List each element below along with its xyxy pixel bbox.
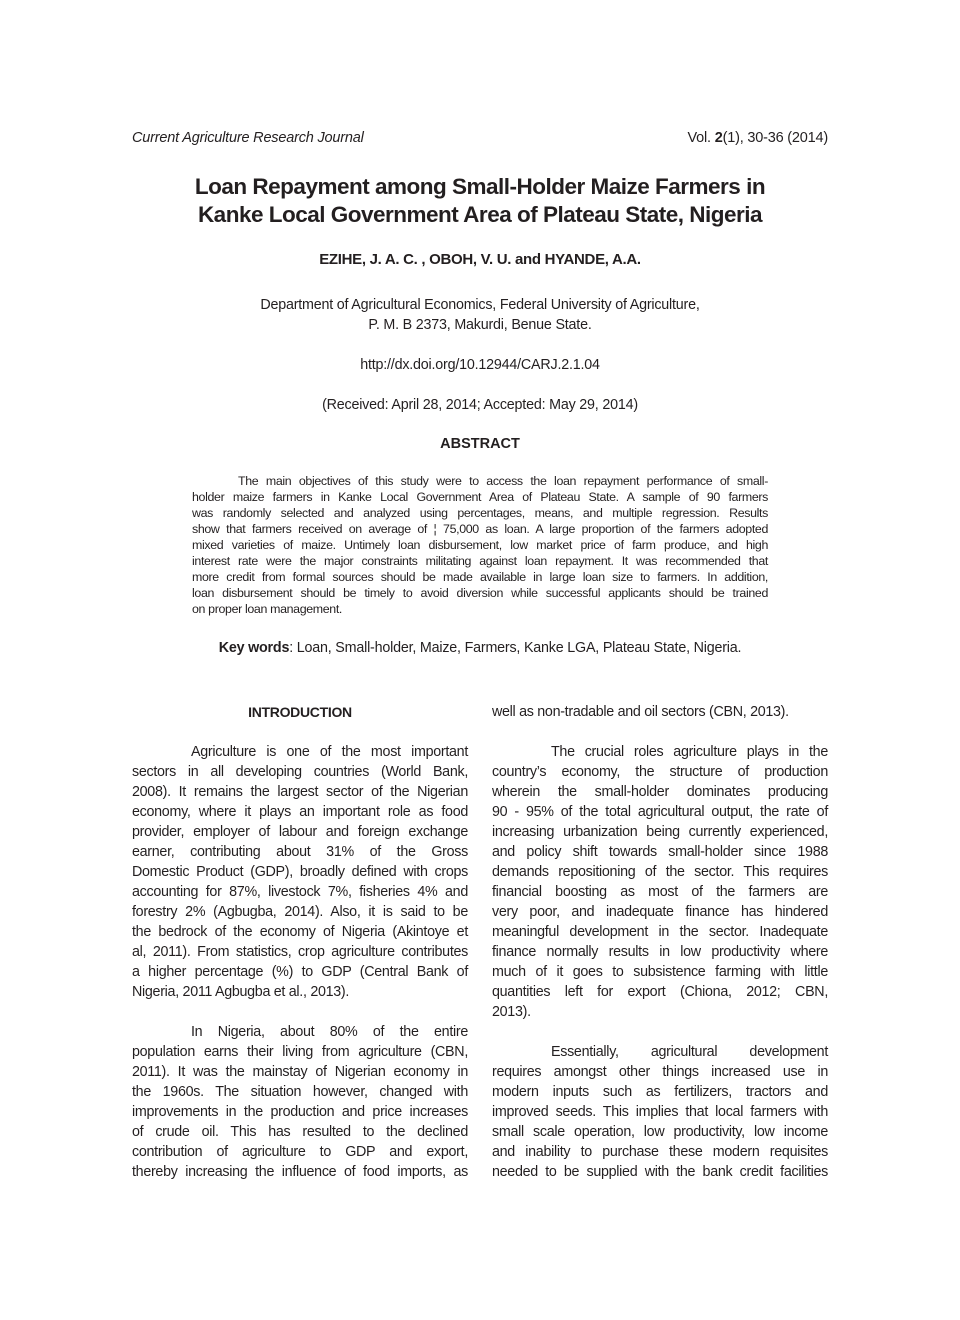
text-line: thereby increasing the influence of food imports, as bbox=[132, 1164, 468, 1180]
text-line: much of it goes to subsistence farming with little bbox=[492, 964, 828, 980]
section-heading-introduction: INTRODUCTION bbox=[248, 704, 352, 720]
text-line: financial boosting as most of the farmers are bbox=[492, 884, 828, 900]
text-line: Nigeria, 2011 Agbugba et al., 2013). bbox=[132, 984, 350, 1000]
text-line: was randomly selected and analyzed using percentages, means, and multiple regression. Results bbox=[192, 506, 768, 520]
text-line: needed to be supplied with the bank credit facilities bbox=[492, 1164, 828, 1180]
text-line: improvements in the production and price increases bbox=[132, 1104, 468, 1120]
text-line: interest rate were the major constraints militating against loan repayment. It was recommended that bbox=[192, 554, 768, 568]
doi-link[interactable]: http://dx.doi.org/10.12944/CARJ.2.1.04 bbox=[360, 357, 600, 373]
text-line: demands repositioning of the sector. This requires bbox=[492, 864, 828, 880]
text-line: improved seeds. This implies that local farmers with bbox=[492, 1104, 828, 1120]
text-line: In Nigeria, about 80% of the entire bbox=[191, 1024, 468, 1040]
received-dates: (Received: April 28, 2014; Accepted: May 29, 2014) bbox=[322, 397, 638, 413]
journal-name: Current Agriculture Research Journal bbox=[132, 130, 364, 146]
affiliation-line: P. M. B 2373, Makurdi, Benue State. bbox=[368, 317, 592, 333]
volume-prefix: Vol. bbox=[687, 130, 715, 146]
text-line: small scale operation, low productivity, low income bbox=[492, 1124, 828, 1140]
text-line: forestry 2% (Agbugba, 2014). Also, it is said to be bbox=[132, 904, 468, 920]
text-line: al, 2011). From statistics, crop agriculture contributes bbox=[132, 944, 468, 960]
text-line: show that farmers received on average of ¦ 75,000 as loan. A large proportion of the farmers adopted bbox=[192, 522, 768, 536]
volume-info bbox=[687, 130, 828, 146]
left-column bbox=[132, 702, 468, 1182]
volume-number: 2 bbox=[714, 130, 723, 146]
text-line: earner, contributing about 31% of the Gross bbox=[132, 844, 468, 860]
text-line: the bedrock of the economy of Nigeria (Akintoye et bbox=[132, 924, 468, 940]
text-line: and inability to purchase these modern requisites bbox=[492, 1144, 828, 1160]
text-line: increasing urbanization being currently experienced, bbox=[492, 824, 828, 840]
text-line: 2008). It remains the largest sector of the Nigerian bbox=[132, 784, 468, 800]
text-line: and policy shift towards small-holder since 1988 bbox=[492, 844, 828, 860]
paragraph bbox=[492, 742, 828, 1022]
right-column bbox=[492, 702, 828, 1182]
paper-title bbox=[100, 173, 860, 229]
text-line: the 1960s. The situation however, changed with bbox=[132, 1084, 468, 1100]
text-line: accounting for 87%, livestock 7%, fisheries 4% and bbox=[132, 884, 468, 900]
keywords bbox=[100, 640, 860, 656]
abstract-heading: ABSTRACT bbox=[440, 436, 520, 452]
affiliation bbox=[100, 295, 860, 335]
text-line: The main objectives of this study were to access the loan repayment performance of small- bbox=[238, 474, 768, 488]
paragraph bbox=[132, 742, 468, 1002]
text-line: provider, employer of labour and foreign exchange bbox=[132, 824, 468, 840]
text-line: meaningful development in the sector. Inadequate bbox=[492, 924, 828, 940]
authors: EZIHE, J. A. C. , OBOH, V. U. and HYANDE, A.A. bbox=[319, 251, 641, 268]
text-line: holder maize farmers in Kanke Local Government Area of Plateau State. A sample of 90 farmers bbox=[192, 490, 768, 504]
affiliation-line: Department of Agricultural Economics, Federal University of Agriculture, bbox=[260, 297, 700, 313]
keywords-label: Key words bbox=[218, 640, 290, 656]
text-line: quantities left for export (Chiona, 2012; CBN, bbox=[492, 984, 828, 1000]
text-line: population earns their living from agriculture (CBN, bbox=[132, 1044, 468, 1060]
paragraph bbox=[132, 1022, 468, 1182]
text-line: The crucial roles agriculture plays in the bbox=[551, 744, 828, 760]
text-line: mixed varieties of maize. Untimely loan disbursement, low market price of farm produce, and high bbox=[192, 538, 768, 552]
keywords-text: : Loan, Small-holder, Maize, Farmers, Kanke LGA, Plateau State, Nigeria. bbox=[289, 640, 742, 656]
volume-suffix: (1), 30-36 (2014) bbox=[722, 130, 828, 146]
text-line: Agriculture is one of the most important bbox=[191, 744, 468, 760]
text-line: 2013). bbox=[492, 1004, 531, 1020]
text-line: finance normally results in low productivity where bbox=[492, 944, 828, 960]
text-line: country’s economy, the structure of production bbox=[492, 764, 828, 780]
text-line: requires amongst other things increased use in bbox=[492, 1064, 828, 1080]
text-line: more credit from formal sources should be made available in large loan size to farmers. In addition, bbox=[192, 570, 768, 584]
text-line: 90 - 95% of the total agricultural output, the rate of bbox=[492, 804, 828, 820]
text-line: on proper loan management. bbox=[192, 602, 343, 616]
abstract-body bbox=[192, 473, 768, 617]
text-line: contribution of agriculture to GDP and export, bbox=[132, 1144, 468, 1160]
text-line: of crude oil. This has resulted to the declined bbox=[132, 1124, 468, 1140]
text-line: modern inputs such as fertilizers, tractors and bbox=[492, 1084, 828, 1100]
text-line: sectors in all developing countries (World Bank, bbox=[132, 764, 468, 780]
text-line: Essentially, agricultural development bbox=[551, 1044, 828, 1060]
title-line: Loan Repayment among Small-Holder Maize Farmers in bbox=[194, 174, 766, 199]
title-line: Kanke Local Government Area of Plateau State, Nigeria bbox=[197, 202, 763, 227]
paragraph bbox=[492, 1042, 828, 1182]
text-line: Domestic Product (GDP), broadly defined with crops bbox=[132, 864, 468, 880]
continuation-line: well as non-tradable and oil sectors (CBN, 2013). bbox=[492, 704, 789, 720]
text-line: very poor, and inadequate finance has hindered bbox=[492, 904, 828, 920]
text-line: 2011). It was the mainstay of Nigerian economy in bbox=[132, 1064, 468, 1080]
text-line: economy, where it plays an important role as food bbox=[132, 804, 468, 820]
text-line: loan disbursement should be timely to avoid diversion while successful applicants should be trained bbox=[192, 586, 768, 600]
text-line: wherein the small-holder dominates producing bbox=[492, 784, 828, 800]
text-line: a higher percentage (%) to GDP (Central Bank of bbox=[132, 964, 468, 980]
